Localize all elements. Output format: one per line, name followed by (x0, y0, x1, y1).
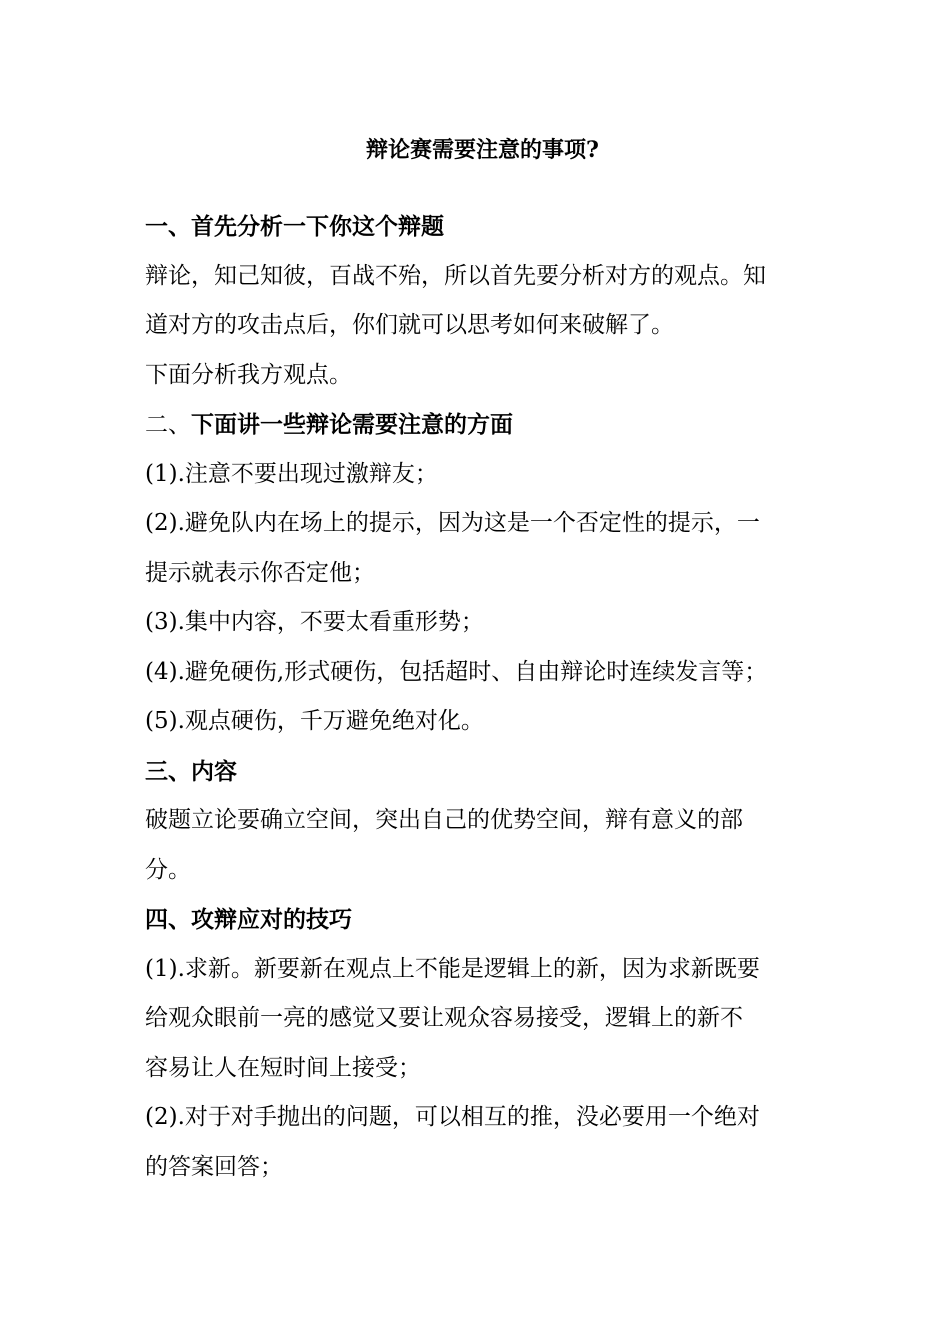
section2-heading-prefix: 二、 (145, 412, 191, 438)
section3-heading: 三、内容 (145, 757, 237, 785)
section3-paragraph-line: 分。 (145, 856, 191, 883)
section4-list-item-continuation: 容易让人在短时间上接受； (145, 1054, 421, 1081)
section2-heading (145, 400, 810, 450)
section3-paragraph-line: 破题立论要确立空间，突出自己的优势空间，辩有意义的部 (145, 807, 743, 833)
section1-heading: 一、首先分析一下你这个辩题 (145, 213, 444, 240)
section2-list-item: (4).避免硬伤,形式硬伤，包括超时、自由辩论时连续发言等； (145, 658, 768, 685)
section1-paragraph: 下面分析我方观点。 (145, 361, 352, 388)
section2-list-item: (5).观点硬伤，千万避免绝对化。 (145, 708, 484, 734)
section4-list-item-continuation: 的答案回答； (145, 1153, 283, 1180)
section2-heading-text: 下面讲一些辩论需要注意的方面 (191, 411, 513, 438)
section2-list-item-continuation: 提示就表示你否定他； (145, 559, 375, 586)
section1-paragraph-line: 道对方的攻击点后，你们就可以思考如何来破解了。 (145, 312, 674, 338)
document-title: 辩论赛需要注意的事项? (366, 137, 599, 163)
document-page (145, 128, 810, 1192)
section2-list-item: (1).注意不要出现过激辩友； (145, 460, 438, 487)
section4-list-item: (1).求新。新要新在观点上不能是逻辑上的新，因为求新既要 (145, 955, 760, 982)
section4-heading: 四、攻辩应对的技巧 (145, 906, 352, 933)
section4-list-item: (2).对于对手抛出的问题，可以相互的推，没必要用一个绝对 (145, 1104, 760, 1130)
section1-paragraph-line: 辩论，知己知彼，百战不殆，所以首先要分析对方的观点。知 (145, 262, 766, 289)
section4-list-item-continuation: 给观众眼前一亮的感觉又要让观众容易接受，逻辑上的新不 (145, 1005, 743, 1031)
section2-list-item: (3).集中内容，不要太看重形势； (145, 609, 484, 635)
section2-list-item: (2).避免队内在场上的提示，因为这是一个否定性的提示，一 (145, 510, 760, 536)
